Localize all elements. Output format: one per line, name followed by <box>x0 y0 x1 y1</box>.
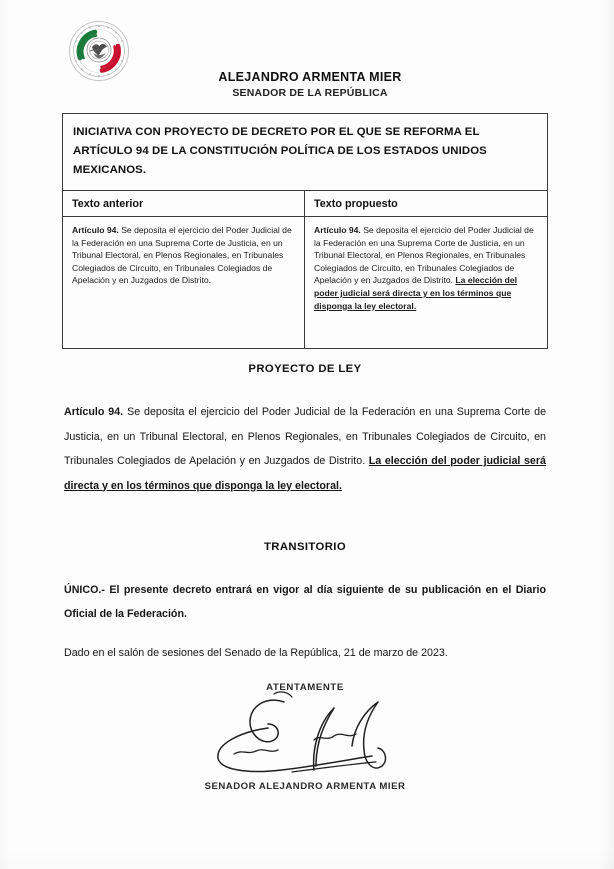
table-column-proposed <box>305 191 547 348</box>
transitorio-heading: TRANSITORIO <box>263 541 347 553</box>
page-edge-shadow-left <box>0 0 10 869</box>
senator-name: ALEJANDRO ARMENTA MIER <box>218 70 402 84</box>
atentamente-label: ATENTAMENTE <box>266 682 344 693</box>
proyecto-article-added-text: La elección del poder judicial será directa y en los términos que disponga la ley electoral. <box>64 455 546 492</box>
table-column-previous <box>63 191 305 348</box>
column-body-previous <box>63 217 304 348</box>
transitorio-paragraph: ÚNICO.- El presente decreto entrará en vigor al día siguiente de su publicación en el Diario Oficial de la Federación. <box>64 584 546 620</box>
article-lead-proposed: Artículo 94. <box>314 225 361 235</box>
document-header <box>160 70 460 100</box>
proyecto-de-ley-heading: PROYECTO DE LEY <box>248 363 362 375</box>
proyecto-article-body: Se deposita el ejercicio del Poder Judicial de la Federación en una Suprema Corte de Justicia, en un Tribunal Electoral, en Plenos Regionales, en Tribunales Colegiados de Circuito, en Tribunales Colegiados de Apelación y en Juzgados de Distrito. <box>64 406 547 467</box>
page-edge-shadow-right <box>600 0 614 869</box>
column-header-proposed: Texto propuesto <box>305 191 547 217</box>
handwritten-signature <box>196 688 426 790</box>
initiative-title: INICIATIVA CON PROYECTO DE DECRETO POR EL QUE SE REFORMA EL ARTÍCULO 94 DE LA CONSTITUCIÓN POLÍTICA DE LOS ESTADOS UNIDOS MEXICANOS. <box>63 114 547 191</box>
article-body-proposed: Se deposita el ejercicio del Poder Judicial de la Federación en una Suprema Corte de Justicia, en un Tribunal Electoral, en Plenos Regionales, en Tribunales Colegiados de Circuito, en Tribunales Colegiados de Apelación y en Juzgados de Distrito. <box>314 225 534 286</box>
column-header-previous: Texto anterior <box>63 191 304 217</box>
column-body-proposed <box>305 217 547 348</box>
article-body-previous: Se deposita el ejercicio del Poder Judicial de la Federación en una Suprema Corte de Justicia, en un Tribunal Electoral, en Plenos Regionales, en Tribunales Colegiados de Circuito, en Tribunales Colegiados de Apelación y en Juzgados de Distrito. <box>72 225 292 286</box>
article-added-text-proposed: La elección del poder judicial será directa y en los términos que disponga la ley electoral. <box>314 275 518 311</box>
article-lead-previous: Artículo 94. <box>72 225 119 235</box>
comparison-table <box>62 113 548 349</box>
page-edge-shadow-bottom <box>0 851 614 869</box>
signer-name: SENADOR ALEJANDRO ARMENTA MIER <box>204 781 406 792</box>
proyecto-article-lead: Artículo 94. <box>64 406 124 418</box>
table-columns <box>63 191 547 348</box>
proyecto-article-paragraph <box>64 400 546 498</box>
senator-role: SENADOR DE LA REPÚBLICA <box>232 87 388 99</box>
mexican-senate-seal-icon <box>68 20 130 82</box>
place-and-date-line: Dado en el salón de sesiones del Senado de la República, 21 de marzo de 2023. <box>64 647 448 659</box>
